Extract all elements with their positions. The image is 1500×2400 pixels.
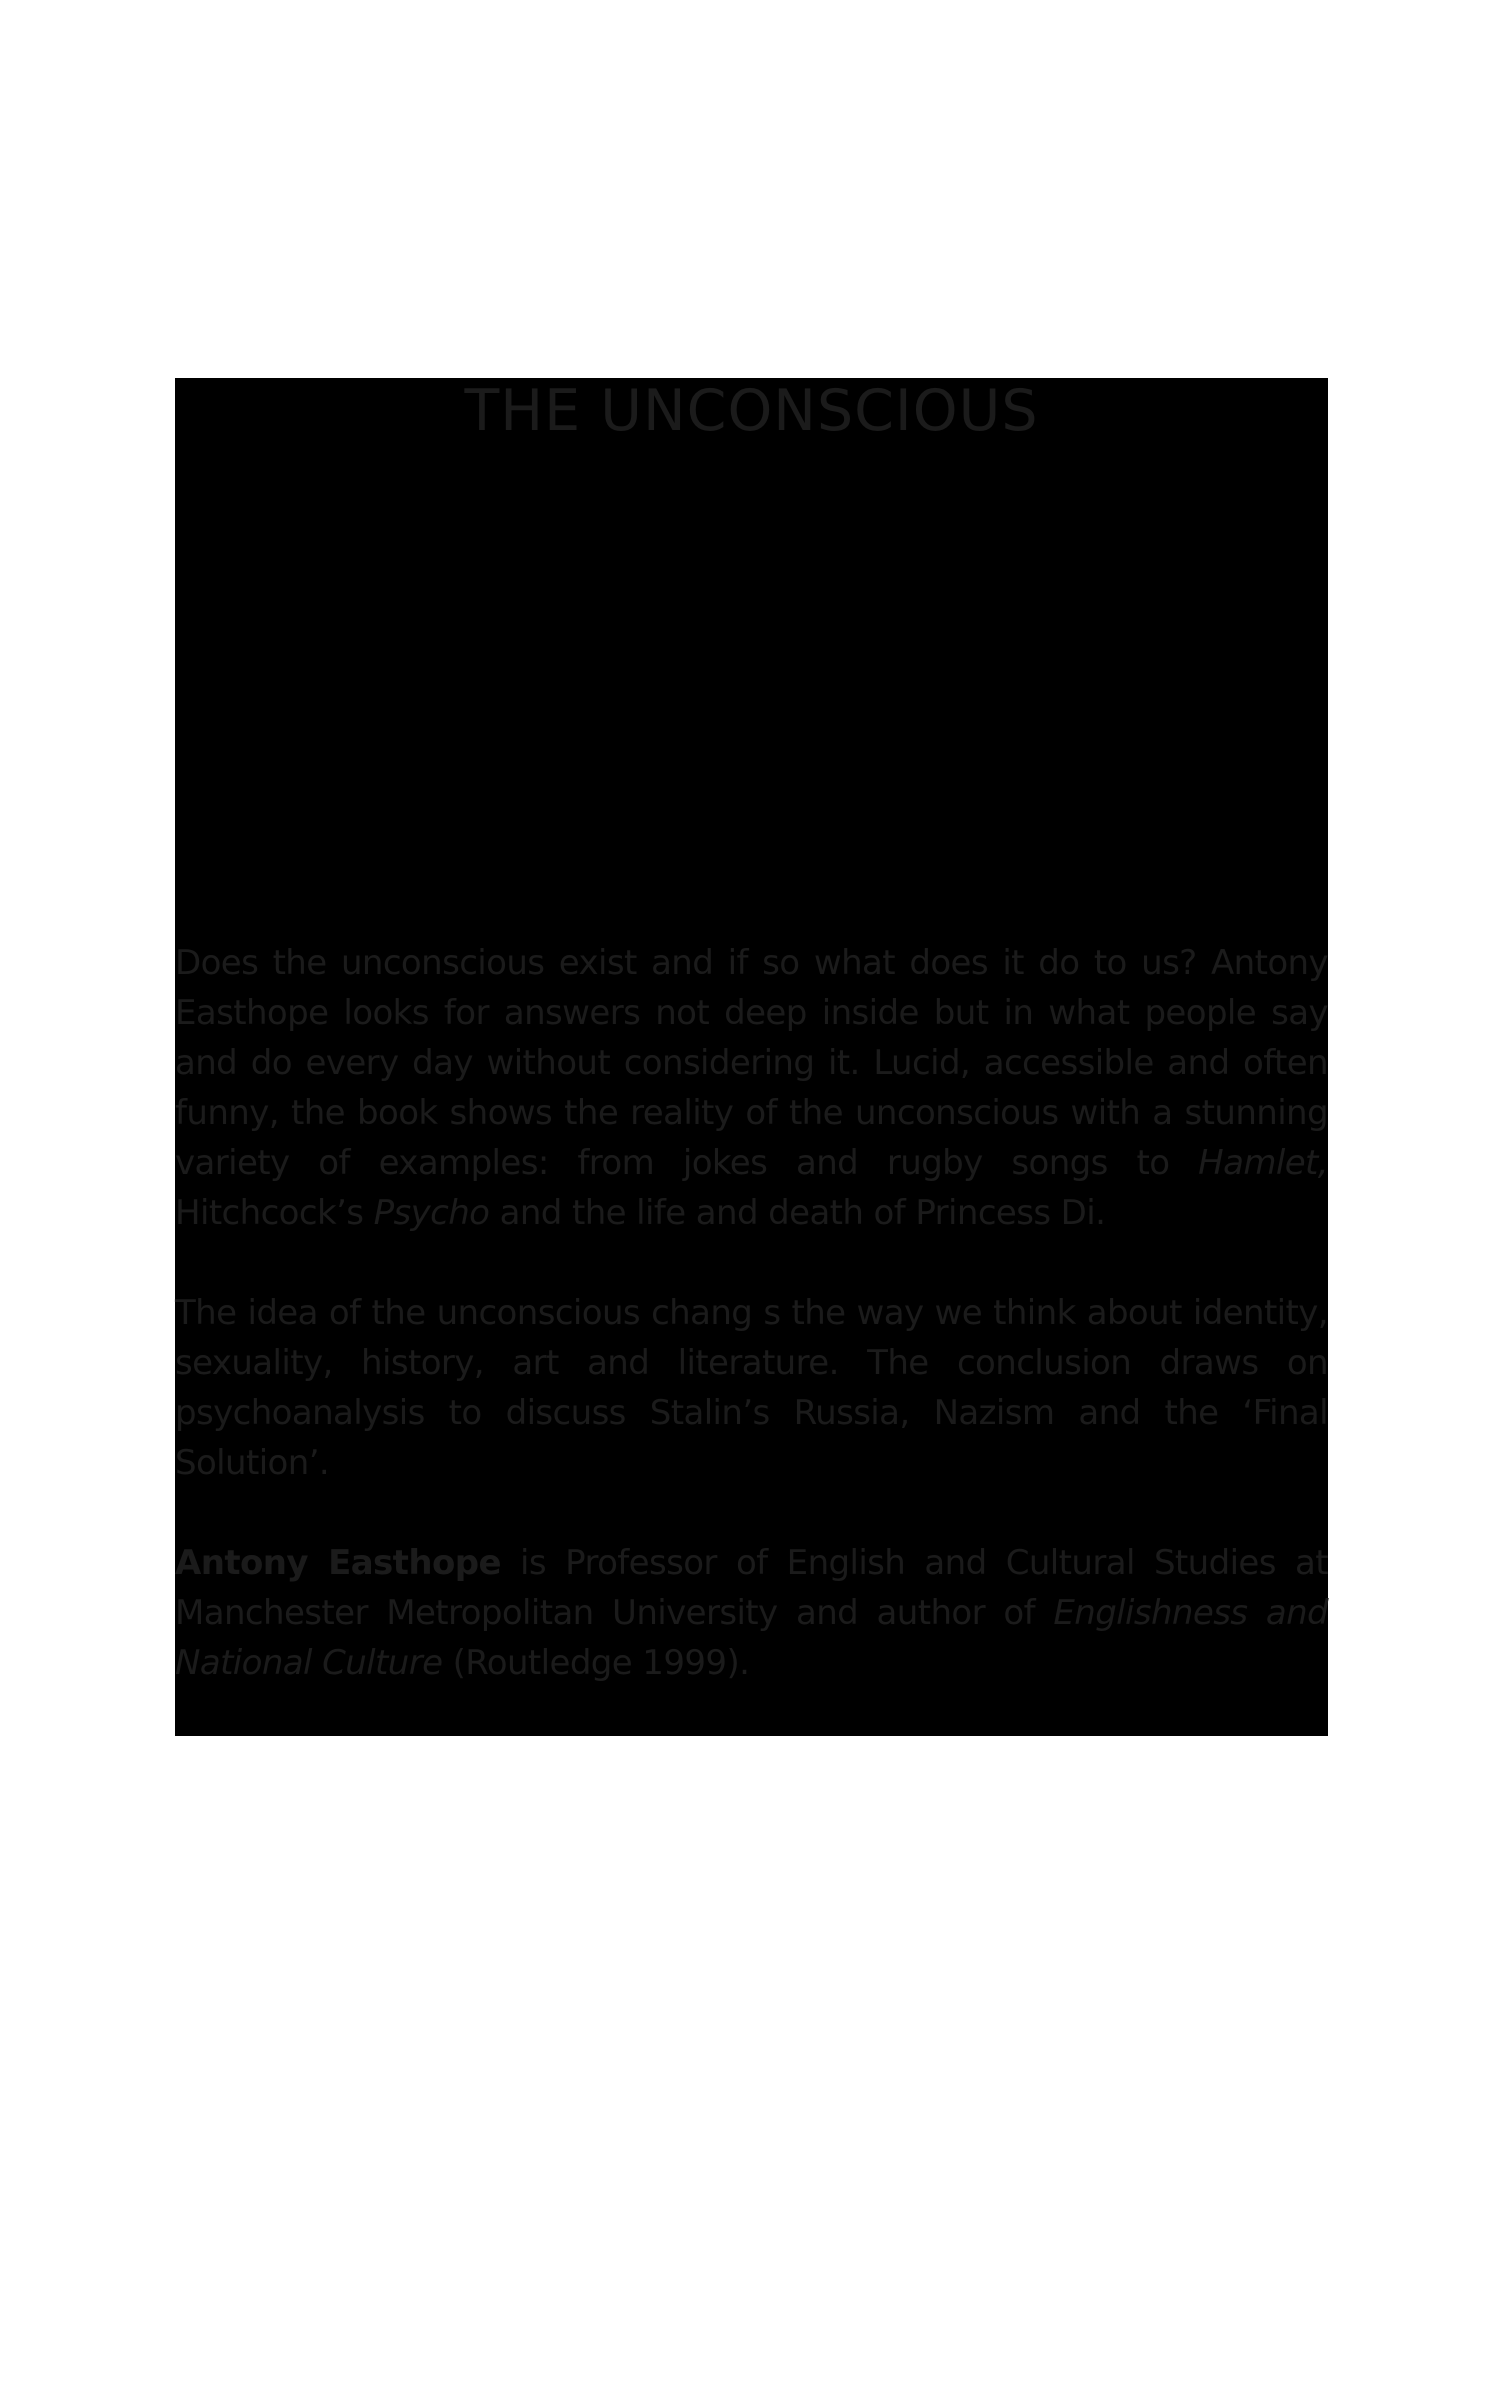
psycho-title: Psycho (373, 1193, 490, 1233)
paragraph-1-text-end: and the life and death of Princess Di. (489, 1193, 1106, 1233)
paragraph-1-text-middle: Hitchcock’s (175, 1193, 374, 1233)
paragraph-1-text-start: Does the unconscious exist and if so what does it do to us? Antony Easthope looks for answers not deep inside but in what people say and do every day without considering it. Lucid, accessible and often funny, the book shows the reality of the unconscious with a stunning variety of examples: from jokes and rugby songs to (175, 943, 1328, 1183)
cover-panel (175, 378, 1328, 1736)
author-name: Antony Easthope (175, 1543, 501, 1583)
back-cover-description (175, 938, 1328, 1688)
author-bio-text-end: (Routledge 1999). (442, 1643, 750, 1683)
hamlet-title: Hamlet, (1198, 1143, 1328, 1183)
description-paragraph-1 (175, 938, 1328, 1238)
author-bio-text-start: is Professor of English and Cultural Studies at Manchester Metropolitan University and author of (175, 1543, 1328, 1633)
description-paragraph-2: The idea of the unconscious chang s the way we think about identity, sexuality, history, art and literature. The conclusion draws on psychoanalysis to discuss Stalin’s Russia, Nazism and the ‘Final Solution’. (175, 1293, 1328, 1483)
author-bio (175, 1538, 1328, 1688)
book-title: THE UNCONSCIOUS (464, 378, 1039, 444)
author-book-title: Englishness and National Culture (175, 1593, 1328, 1683)
